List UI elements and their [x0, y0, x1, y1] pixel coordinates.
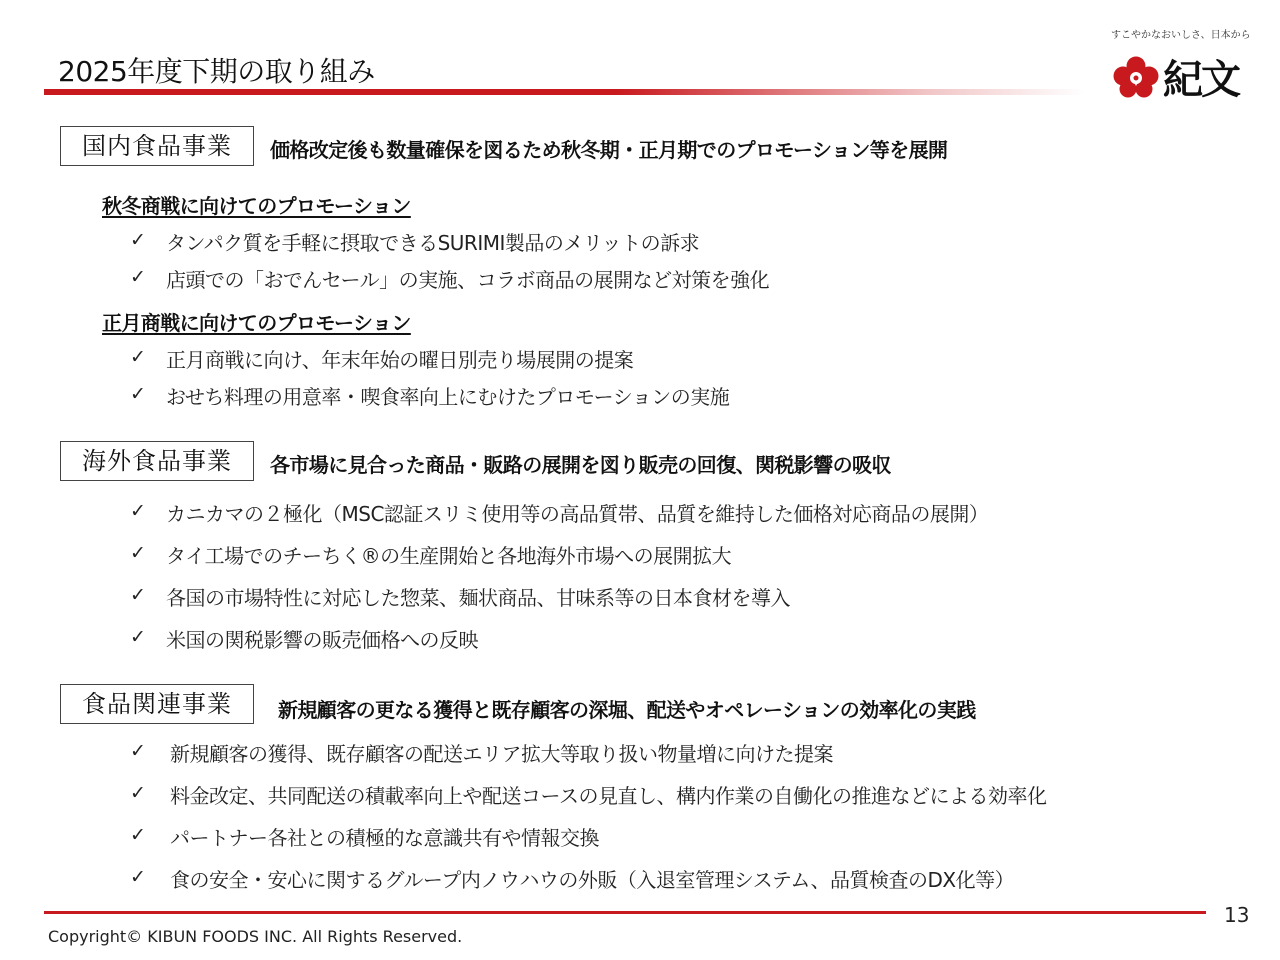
list-item: 食の安全・安心に関するグループ内ノウハウの外販（入退室管理システム、品質検査のDX化等）: [170, 868, 1015, 892]
list-item: 正月商戦に向け、年末年始の曜日別売り場展開の提案: [166, 348, 634, 372]
page-number: 13: [1224, 903, 1250, 927]
kibun-logo: [1105, 26, 1260, 103]
check-icon: ✓: [130, 500, 146, 522]
plum-blossom-icon: [1111, 56, 1161, 98]
list-item: パートナー各社との積極的な意識共有や情報交換: [170, 826, 599, 850]
check-icon: ✓: [130, 542, 146, 564]
section-label-related: 食品関連事業: [60, 684, 254, 724]
check-icon: ✓: [130, 229, 146, 251]
subheading-autumn-winter: 秋冬商戦に向けてのプロモーション: [102, 194, 411, 218]
check-icon: ✓: [130, 740, 146, 762]
list-item: 米国の関税影響の販売価格への反映: [166, 628, 478, 652]
list-item: 各国の市場特性に対応した惣菜、麺状商品、甘味系等の日本食材を導入: [166, 586, 790, 610]
footer-divider: [44, 911, 1206, 914]
list-item: カニカマの２極化（MSC認証スリミ使用等の高品質帯、品質を維持した価格対応商品の展開）: [166, 502, 989, 526]
check-icon: ✓: [130, 266, 146, 288]
check-icon: ✓: [130, 383, 146, 405]
check-icon: ✓: [130, 346, 146, 368]
check-icon: ✓: [130, 782, 146, 804]
list-item: タイ工場でのチーちく®の生産開始と各地海外市場への展開拡大: [166, 544, 732, 568]
logo-tagline: すこやかなおいしさ、日本から: [1111, 30, 1251, 41]
logo-wordmark: 紀文: [1163, 57, 1239, 103]
copyright-notice: Copyright© KIBUN FOODS INC. All Rights Reserved.: [48, 927, 463, 946]
title-divider: [44, 89, 1084, 95]
check-icon: ✓: [130, 584, 146, 606]
page-title: 2025年度下期の取り組み: [58, 55, 375, 88]
section-headline-overseas: 各市場に見合った商品・販路の展開を図り販売の回復、関税影響の吸収: [270, 453, 891, 477]
section-headline-domestic: 価格改定後も数量確保を図るため秋冬期・正月期でのプロモーション等を展開: [270, 138, 948, 162]
section-headline-related: 新規顧客の更なる獲得と既存顧客の深堀、配送やオペレーションの効率化の実践: [278, 698, 976, 722]
check-icon: ✓: [130, 866, 146, 888]
list-item: 料金改定、共同配送の積載率向上や配送コースの見直し、構内作業の自働化の推進などによる効率化: [170, 784, 1047, 808]
list-item: 店頭での「おでんセール」の実施、コラボ商品の展開など対策を強化: [166, 268, 770, 292]
list-item: おせち料理の用意率・喫食率向上にむけたプロモーションの実施: [166, 385, 730, 409]
section-label-overseas: 海外食品事業: [60, 441, 254, 481]
subheading-new-year: 正月商戦に向けてのプロモーション: [102, 311, 411, 335]
list-item: タンパク質を手軽に摂取できるSURIMI製品のメリットの訴求: [166, 231, 700, 255]
section-label-domestic: 国内食品事業: [60, 126, 254, 166]
check-icon: ✓: [130, 626, 146, 648]
check-icon: ✓: [130, 824, 146, 846]
list-item: 新規顧客の獲得、既存顧客の配送エリア拡大等取り扱い物量増に向けた提案: [170, 742, 833, 766]
